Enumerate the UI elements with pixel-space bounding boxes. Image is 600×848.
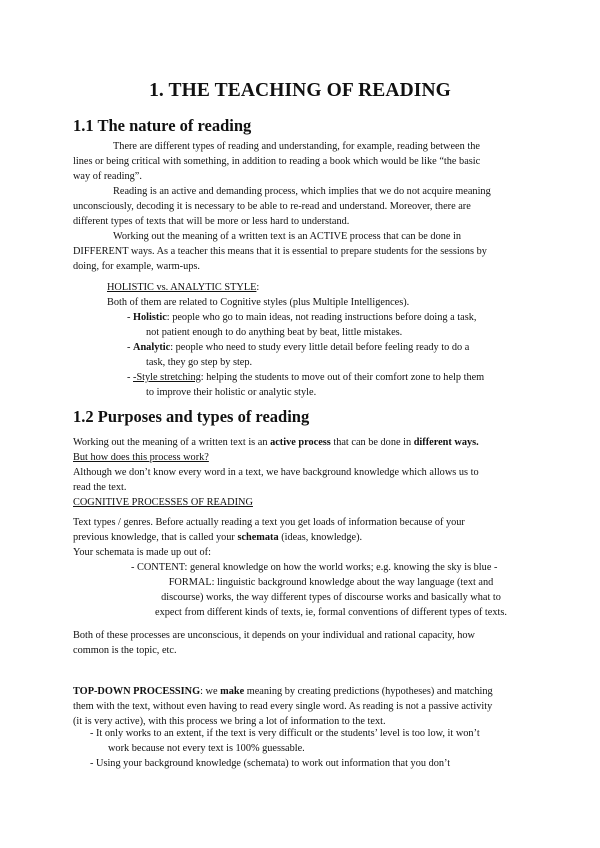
bullet-holistic <box>127 310 476 340</box>
text-line: FORMAL: linguistic background knowledge about the way language (text and <box>168 577 494 588</box>
text-line: them with the text, without even having to read every single word. As reading is not a passive activity <box>73 701 493 712</box>
section-heading-1-2: 1.2 Purposes and types of reading <box>73 407 310 426</box>
page-title: 1. THE TEACHING OF READING <box>149 80 451 101</box>
text-line: common is the topic, etc. <box>73 645 177 656</box>
paragraph-working-out-meaning <box>73 229 528 274</box>
text-line: doing, for example, warm-ups. <box>73 261 200 272</box>
text-line: Reading is an active and demanding process, which implies that we do not acquire meaning <box>113 186 491 197</box>
bullet-dash: - <box>127 372 134 383</box>
bullet-analytic <box>127 340 469 370</box>
text-line: : people who go to main ideas, not reading instructions before doing a task, <box>166 312 477 323</box>
text-line: Both of these processes are unconscious, it depends on your individual and rational capacity, how <box>73 630 475 641</box>
emphasis: schemata <box>237 532 279 543</box>
text-line: Although we don’t know every word in a text, we have background knowledge which allows us to <box>73 467 479 478</box>
text-line: previous knowledge, that is called your <box>73 532 238 543</box>
paragraph-purposes <box>73 435 543 510</box>
emphasis: active process <box>270 437 331 448</box>
colon: : <box>256 282 260 293</box>
paragraph-text-types <box>73 515 528 560</box>
text-line: - It only works to an extent, if the text is very difficult or the students’ level is too low, it won’t <box>90 728 480 739</box>
text-line: : people who need to study every little detail before feeling ready to do a <box>170 342 470 353</box>
text-line: meaning by creating predictions (hypotheses) and matching <box>244 686 493 697</box>
text-line: way of reading”. <box>73 171 142 182</box>
text-line: to improve their holistic or analytic style. <box>146 387 317 398</box>
text-line: work because not every text is 100% guessable. <box>108 743 305 754</box>
text-line: Text types / genres. Before actually reading a text you get loads of information because of your <box>73 517 465 528</box>
bullet-term: Holistic <box>133 312 167 323</box>
text-line: There are different types of reading and understanding, for example, reading between the <box>113 141 480 152</box>
style-subtitle-text: HOLISTIC vs. ANALYTIC STYLE <box>107 282 257 293</box>
bullet-term: -Style stretching <box>133 372 201 383</box>
text-line: unconsciously, decoding it is necessary to be able to re-read and understand. Moreover, there are <box>73 201 471 212</box>
bullet-style-stretching <box>127 370 484 400</box>
text-line: (ideas, knowledge). <box>278 532 363 543</box>
paragraph-types-of-reading <box>73 139 528 184</box>
text-line: task, they go step by step. <box>146 357 253 368</box>
bullet-dash: - <box>127 342 134 353</box>
text-line: : we <box>200 686 221 697</box>
text-line: Working out the meaning of a written text is an ACTIVE process that can be done in <box>113 231 462 242</box>
schemata-content-item: - CONTENT: general knowledge on how the world works; e.g. knowing the sky is blue - <box>131 562 498 573</box>
question-line: But how does this process work? <box>73 452 209 463</box>
text-line: Working out the meaning of a written text is an <box>73 437 271 448</box>
text-line: Your schemata is made up out of: <box>73 547 211 558</box>
bullet-background-knowledge: - Using your background knowledge (schemata) to work out information that you don’t <box>90 758 451 769</box>
text-line: (it is very active), with this process we bring a lot of information to the text. <box>73 716 386 727</box>
paragraph-active-process <box>73 184 528 229</box>
cognitive-processes-subtitle: COGNITIVE PROCESSES OF READING <box>73 497 253 508</box>
text-line: different types of texts that will be more or less hard to understand. <box>73 216 350 227</box>
paragraph-unconscious <box>73 628 528 658</box>
emphasis: different ways. <box>413 437 479 448</box>
bullet-top-down-limit <box>90 726 480 756</box>
style-intro: Both of them are related to Cognitive styles (plus Multiple Intelligences). <box>107 297 410 308</box>
text-line: DIFFERENT ways. As a teacher this means that it is essential to prepare students for the sessions by <box>73 246 487 257</box>
emphasis: TOP-DOWN PROCESSING <box>73 686 201 697</box>
text-line: : helping the students to move out of their comfort zone to help them <box>200 372 485 383</box>
text-line: that can be done in <box>330 437 414 448</box>
bullet-dash: - <box>127 312 134 323</box>
section-heading-1-1: 1.1 The nature of reading <box>73 116 252 135</box>
style-subtitle <box>107 280 259 295</box>
bullet-term: Analytic <box>133 342 171 353</box>
text-line: expect from different kinds of texts, ie, formal conventions of different types of texts. <box>155 607 507 618</box>
text-line: discourse) works, the way different types of discourse works and basically what to <box>161 592 501 603</box>
text-line: read the text. <box>73 482 127 493</box>
paragraph-top-down <box>73 684 543 729</box>
emphasis: make <box>220 686 245 697</box>
text-line: not patient enough to do anything beat by beat, little mistakes. <box>146 327 403 338</box>
schemata-formal-item <box>131 575 531 620</box>
text-line: lines or being critical with something, in addition to reading a book which would be like “the basic <box>73 156 481 167</box>
